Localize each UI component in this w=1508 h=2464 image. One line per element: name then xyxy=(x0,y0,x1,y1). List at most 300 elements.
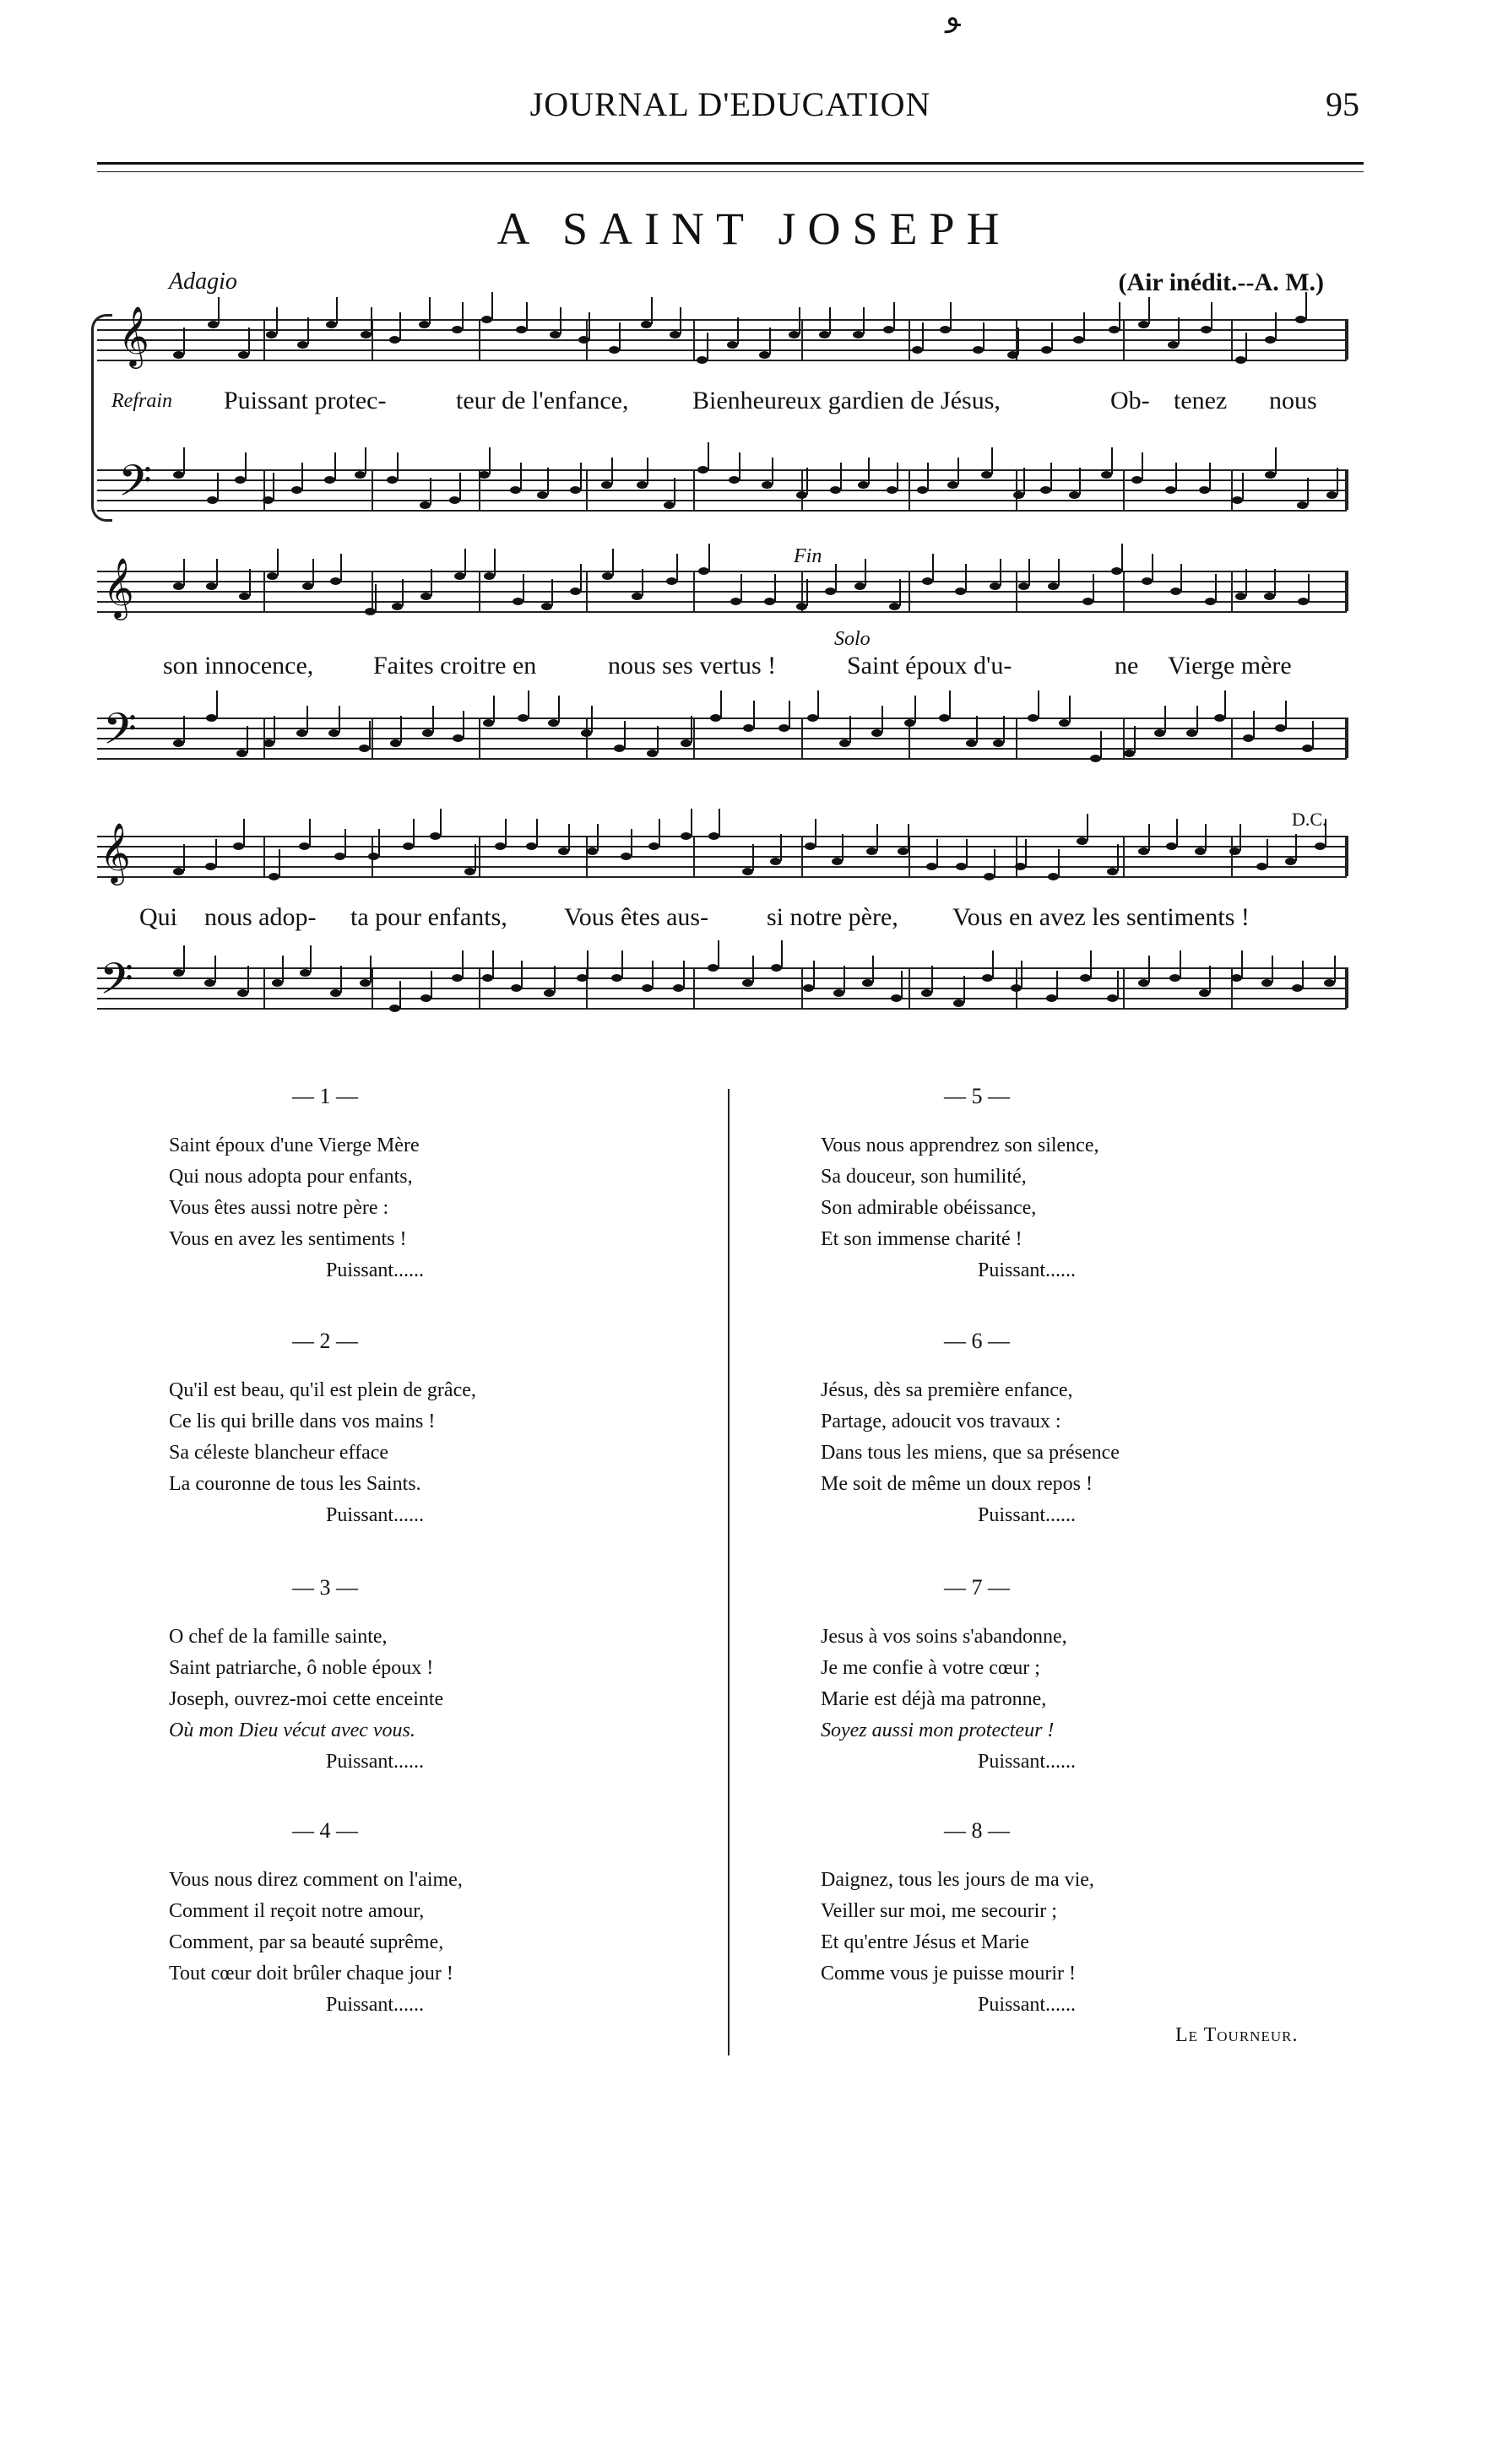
note-stem xyxy=(493,696,495,723)
note-stem xyxy=(719,809,720,836)
page-number: 95 xyxy=(1326,85,1359,123)
note-stem xyxy=(624,721,626,748)
barline xyxy=(479,571,480,611)
note-stem xyxy=(1334,956,1336,983)
note-stem xyxy=(277,549,279,576)
song-title: A SAINT JOSEPH xyxy=(496,203,1012,254)
bass-staff xyxy=(97,718,1347,758)
verse-line: Son admirable obéissance, xyxy=(821,1197,1037,1219)
verse-line: Saint époux d'une Vierge Mère xyxy=(169,1135,420,1156)
note-stem xyxy=(642,569,643,596)
note-stem xyxy=(739,452,740,479)
note-stem xyxy=(276,307,278,334)
verse-line: Soyez aussi mon protecteur ! xyxy=(821,1719,1055,1741)
note-stem xyxy=(963,976,965,1003)
note-stem xyxy=(183,328,185,355)
note-stem xyxy=(718,940,719,967)
note-stem xyxy=(740,574,742,601)
lyric: Qui xyxy=(139,903,177,931)
note-stem xyxy=(310,945,312,972)
note-stem xyxy=(1017,328,1019,355)
note-stem xyxy=(806,468,808,495)
lyric: Vous en avez les sentiments ! xyxy=(952,903,1250,931)
note-stem xyxy=(893,302,895,329)
lyric: nous xyxy=(1269,387,1317,414)
note-stem xyxy=(1050,463,1052,490)
note-stem xyxy=(462,950,464,977)
verse-refrain: Puissant...... xyxy=(978,1994,1077,2016)
treble-staff xyxy=(97,319,1347,360)
note-stem xyxy=(1176,819,1178,846)
note-stem xyxy=(813,961,815,988)
note-stem xyxy=(1275,312,1277,339)
note-stem xyxy=(459,473,461,500)
barline xyxy=(263,718,265,758)
note-stem xyxy=(587,950,589,977)
barline xyxy=(479,718,480,758)
note-stem xyxy=(619,322,621,349)
treble-clef: 𝄞 xyxy=(118,305,149,366)
barline xyxy=(909,571,910,611)
note-stem xyxy=(247,726,248,753)
note-stem xyxy=(815,819,816,846)
note-stem xyxy=(991,447,993,474)
note-stem xyxy=(523,574,524,601)
note-stem xyxy=(1134,726,1136,753)
note-stem xyxy=(799,307,800,334)
note-stem xyxy=(1337,468,1338,495)
note-stem xyxy=(780,834,782,861)
note-stem xyxy=(949,690,951,718)
note-stem xyxy=(1111,447,1113,474)
bass-clef: 𝄢 xyxy=(103,703,137,765)
note-stem xyxy=(1069,696,1071,723)
note-stem xyxy=(591,706,593,733)
note-stem xyxy=(558,696,560,723)
barline xyxy=(263,967,265,1008)
barline xyxy=(479,836,480,876)
note-stem xyxy=(216,559,218,586)
note-stem xyxy=(612,549,614,576)
note-stem xyxy=(881,706,883,733)
verse-number: — 8 — xyxy=(944,1818,1010,1843)
header-rule-thin xyxy=(97,171,1364,172)
verse-line: Dans tous les miens, que sa présence xyxy=(821,1442,1120,1464)
barline xyxy=(693,469,695,510)
note-stem xyxy=(274,716,275,743)
barline xyxy=(693,967,695,1008)
note-stem xyxy=(983,322,985,349)
note-stem xyxy=(1148,297,1150,324)
note-stem xyxy=(789,701,790,728)
verse-line: Où mon Dieu vécut avec vous. xyxy=(169,1719,415,1741)
note-stem xyxy=(248,328,250,355)
barline xyxy=(263,836,265,876)
page-ornament: ﻮ xyxy=(946,2,961,33)
note-stem xyxy=(652,961,654,988)
note-stem xyxy=(528,690,529,718)
note-stem xyxy=(336,297,338,324)
barline xyxy=(372,469,373,510)
note-stem xyxy=(680,307,681,334)
barline xyxy=(1016,836,1017,876)
note-stem xyxy=(922,322,924,349)
note-stem xyxy=(659,819,660,846)
note-stem xyxy=(413,819,415,846)
barline xyxy=(586,718,588,758)
note-stem xyxy=(1090,950,1092,977)
note-stem xyxy=(183,559,185,586)
verse-7 xyxy=(821,1572,1294,1778)
verse-number: — 1 — xyxy=(292,1084,358,1108)
barline xyxy=(1123,469,1125,510)
note-stem xyxy=(560,307,561,334)
note-stem xyxy=(868,458,870,485)
barline xyxy=(693,718,695,758)
note-stem xyxy=(899,579,901,606)
note-stem xyxy=(1051,322,1053,349)
note-stem xyxy=(245,452,247,479)
bass-staff xyxy=(97,967,1347,1008)
note-stem xyxy=(1180,564,1182,591)
note-stem xyxy=(1245,333,1247,360)
note-stem xyxy=(309,819,311,846)
note-stem xyxy=(1224,690,1226,718)
note-stem xyxy=(842,834,844,861)
barline xyxy=(1231,571,1233,611)
barline xyxy=(1123,319,1125,360)
verse-4 xyxy=(169,1815,642,2021)
note-stem xyxy=(282,956,284,983)
verse-number: — 6 — xyxy=(944,1329,1010,1353)
verse-line: Je me confie à votre cœur ; xyxy=(821,1657,1040,1679)
note-stem xyxy=(657,726,659,753)
note-stem xyxy=(752,844,754,871)
note-stem xyxy=(249,569,251,596)
verse-line: Vous nous direz comment on l'aime, xyxy=(169,1869,463,1891)
note-stem xyxy=(1180,950,1181,977)
note-stem xyxy=(1148,824,1150,851)
verse-refrain: Puissant...... xyxy=(978,1259,1077,1281)
note-stem xyxy=(183,945,185,972)
verse-line: Daignez, tous les jours de ma vie, xyxy=(821,1869,1094,1891)
note-stem xyxy=(631,829,632,856)
note-stem xyxy=(720,690,722,718)
verse-3 xyxy=(169,1572,642,1778)
note-stem xyxy=(1058,849,1060,876)
lyric: Vous êtes aus- xyxy=(564,903,709,931)
note-stem xyxy=(344,829,346,856)
note-stem xyxy=(806,579,808,606)
note-stem xyxy=(554,966,556,993)
note-stem xyxy=(872,956,874,983)
verse-2 xyxy=(169,1325,642,1531)
note-stem xyxy=(1211,302,1212,329)
verse-line: Comme vous je puisse mourir ! xyxy=(821,1963,1076,1985)
note-stem xyxy=(1152,554,1153,581)
barline xyxy=(1345,319,1348,360)
note-stem xyxy=(752,956,754,983)
note-stem xyxy=(1058,559,1060,586)
note-stem xyxy=(1312,721,1314,748)
note-stem xyxy=(849,716,851,743)
note-stem xyxy=(494,549,496,576)
note-stem xyxy=(708,442,709,469)
barline xyxy=(1231,469,1233,510)
verse-line: O chef de la famille sainte, xyxy=(169,1626,388,1648)
barline xyxy=(372,967,373,1008)
note-stem xyxy=(475,844,476,871)
note-stem xyxy=(1119,302,1120,329)
note-stem xyxy=(1302,961,1304,988)
verse-line: Vous en avez les sentiments ! xyxy=(169,1228,407,1250)
verse-line: Et qu'entre Jésus et Marie xyxy=(821,1931,1029,1953)
note-stem xyxy=(334,452,336,479)
note-stem xyxy=(340,966,342,993)
verse-1 xyxy=(169,1080,642,1286)
note-stem xyxy=(1307,478,1309,505)
note-stem xyxy=(829,307,831,334)
note-stem xyxy=(306,706,308,733)
barline xyxy=(479,319,480,360)
lyric: nous ses vertus ! xyxy=(608,652,777,680)
note-stem xyxy=(365,447,366,474)
barline xyxy=(1123,571,1125,611)
barline xyxy=(801,319,803,360)
verse-line: Veiller sur moi, me secourir ; xyxy=(821,1900,1057,1922)
note-stem xyxy=(976,716,978,743)
note-stem xyxy=(505,819,507,846)
da-capo-marker: D.C. xyxy=(1292,809,1327,830)
note-stem xyxy=(1087,814,1088,841)
note-stem xyxy=(1196,706,1198,733)
note-stem xyxy=(183,844,185,871)
verse-line: La couronne de tous les Saints. xyxy=(169,1473,421,1495)
note-stem xyxy=(1083,312,1085,339)
note-stem xyxy=(1079,468,1081,495)
verse-number: — 3 — xyxy=(292,1575,358,1600)
note-stem xyxy=(840,463,842,490)
note-stem xyxy=(992,950,994,977)
note-stem xyxy=(965,564,967,591)
note-stem xyxy=(214,956,216,983)
verse-line: Me soit de même un doux repos ! xyxy=(821,1473,1093,1495)
verse-line: Jésus, dès sa première enfance, xyxy=(821,1379,1073,1401)
treble-staff xyxy=(97,836,1347,876)
note-stem xyxy=(957,458,959,485)
verse-number: — 4 — xyxy=(292,1818,358,1843)
note-stem xyxy=(429,297,431,324)
note-stem xyxy=(464,549,466,576)
note-stem xyxy=(399,312,401,339)
verse-refrain: Puissant...... xyxy=(978,1751,1077,1773)
lyric: si notre père, xyxy=(767,903,898,931)
verse-refrain: Puissant...... xyxy=(326,1259,425,1281)
note-stem xyxy=(430,478,431,505)
note-stem xyxy=(597,824,599,851)
note-stem xyxy=(1295,834,1297,861)
note-stem xyxy=(216,690,218,718)
journal-title: JOURNAL D'EDUCATION xyxy=(529,85,931,123)
lyric: teur de l'enfance, xyxy=(456,387,629,414)
note-stem xyxy=(772,458,773,485)
verse-refrain: Puissant...... xyxy=(326,1751,425,1773)
verse-line: Vous nous apprendrez son silence, xyxy=(821,1135,1099,1156)
note-stem xyxy=(431,971,432,998)
note-stem xyxy=(431,569,432,596)
lyric: nous adop- xyxy=(204,903,317,931)
note-stem xyxy=(1000,559,1001,586)
note-stem xyxy=(1148,956,1150,983)
note-stem xyxy=(1274,569,1276,596)
verse-line: Joseph, ouvrez-moi cette enceinte xyxy=(169,1688,444,1710)
barline xyxy=(1345,571,1348,611)
solo-marker: Solo xyxy=(834,628,871,650)
note-stem xyxy=(1142,452,1143,479)
barline xyxy=(693,571,695,611)
note-stem xyxy=(1117,971,1119,998)
barline xyxy=(263,319,265,360)
note-stem xyxy=(1275,447,1277,474)
note-stem xyxy=(753,701,755,728)
barline xyxy=(1345,718,1348,758)
verse-line: Qu'il est beau, qu'il est plein de grâce, xyxy=(169,1379,476,1401)
verse-line: Tout cœur doit brûler chaque jour ! xyxy=(169,1963,453,1985)
barline xyxy=(1123,967,1125,1008)
note-stem xyxy=(1242,473,1244,500)
note-stem xyxy=(651,297,653,324)
note-stem xyxy=(844,966,845,993)
note-stem xyxy=(491,292,493,319)
note-stem xyxy=(580,463,582,490)
note-stem xyxy=(589,312,590,339)
verse-line: Qui nous adopta pour enfants, xyxy=(169,1166,413,1188)
note-stem xyxy=(1003,716,1005,743)
note-stem xyxy=(876,824,878,851)
note-stem xyxy=(647,458,648,485)
note-stem xyxy=(397,452,399,479)
barline xyxy=(372,718,373,758)
barline xyxy=(909,319,910,360)
note-stem xyxy=(1100,731,1102,758)
note-stem xyxy=(1021,961,1023,988)
note-stem xyxy=(378,829,380,856)
treble-clef: 𝄞 xyxy=(100,821,131,883)
barline xyxy=(1231,836,1233,876)
note-stem xyxy=(217,473,219,500)
note-stem xyxy=(1209,463,1211,490)
note-stem xyxy=(1241,950,1243,977)
barline xyxy=(372,571,373,611)
note-stem xyxy=(1308,574,1310,601)
verse-refrain: Puissant...... xyxy=(326,1504,425,1526)
verse-number: — 7 — xyxy=(944,1575,1010,1600)
verse-line: Sa douceur, son humilité, xyxy=(821,1166,1027,1188)
note-stem xyxy=(950,302,952,329)
lyric: tenez xyxy=(1174,387,1228,414)
note-stem xyxy=(1093,574,1094,601)
running-head xyxy=(101,84,1359,135)
note-stem xyxy=(440,809,442,836)
note-stem xyxy=(674,478,675,505)
note-stem xyxy=(301,463,303,490)
barline xyxy=(693,836,695,876)
note-stem xyxy=(307,317,309,344)
barline xyxy=(1231,319,1233,360)
note-stem xyxy=(371,307,372,334)
barline xyxy=(909,469,910,510)
bass-clef: 𝄢 xyxy=(100,953,133,1015)
note-stem xyxy=(1038,690,1039,718)
verse-line: Jesus à vos soins s'abandonne, xyxy=(821,1626,1067,1648)
barline xyxy=(1231,967,1233,1008)
note-stem xyxy=(215,839,217,866)
note-stem xyxy=(737,317,739,344)
note-stem xyxy=(1253,711,1255,738)
note-stem xyxy=(1028,559,1030,586)
verse-8 xyxy=(821,1815,1294,2021)
verse-number: — 5 — xyxy=(944,1084,1010,1108)
note-stem xyxy=(369,721,371,748)
note-stem xyxy=(865,559,866,586)
verse-5 xyxy=(821,1080,1294,1286)
barline xyxy=(479,967,480,1008)
treble-clef: 𝄞 xyxy=(103,556,134,618)
author-signature: Le Tourneur. xyxy=(1175,2024,1299,2046)
treble-staff xyxy=(97,571,1347,611)
note-stem xyxy=(936,839,938,866)
note-stem xyxy=(927,463,929,490)
fin-marker: Fin xyxy=(794,545,822,567)
note-stem xyxy=(621,950,623,977)
note-stem xyxy=(707,333,708,360)
barline xyxy=(1123,836,1125,876)
note-stem xyxy=(183,447,185,474)
header-rule xyxy=(97,162,1364,165)
note-stem xyxy=(966,839,968,866)
note-stem xyxy=(520,463,522,490)
note-stem xyxy=(932,554,934,581)
note-stem xyxy=(1023,468,1025,495)
note-stem xyxy=(1025,839,1027,866)
note-stem xyxy=(994,849,995,876)
barline xyxy=(801,469,803,510)
note-stem xyxy=(908,824,909,851)
barline xyxy=(801,718,803,758)
barline xyxy=(1345,967,1348,1008)
barline xyxy=(801,836,803,876)
note-stem xyxy=(901,971,903,998)
barline xyxy=(1016,571,1017,611)
verse-refrain: Puissant...... xyxy=(978,1504,1077,1526)
note-stem xyxy=(1215,574,1217,601)
barline xyxy=(909,967,910,1008)
verse-line: Et son immense charité ! xyxy=(821,1228,1023,1250)
barline xyxy=(1345,469,1348,510)
lyric: son innocence, xyxy=(163,652,314,680)
note-stem xyxy=(547,468,549,495)
note-stem xyxy=(402,579,404,606)
verse-line: Partage, adoucit vos travaux : xyxy=(821,1411,1061,1432)
column-divider xyxy=(728,1089,730,2055)
note-stem xyxy=(1121,544,1123,571)
note-stem xyxy=(183,716,185,743)
barline xyxy=(1016,469,1017,510)
verse-refrain: Puissant...... xyxy=(326,1994,425,2016)
note-stem xyxy=(817,690,819,718)
barline xyxy=(1016,718,1017,758)
note-stem xyxy=(931,966,933,993)
